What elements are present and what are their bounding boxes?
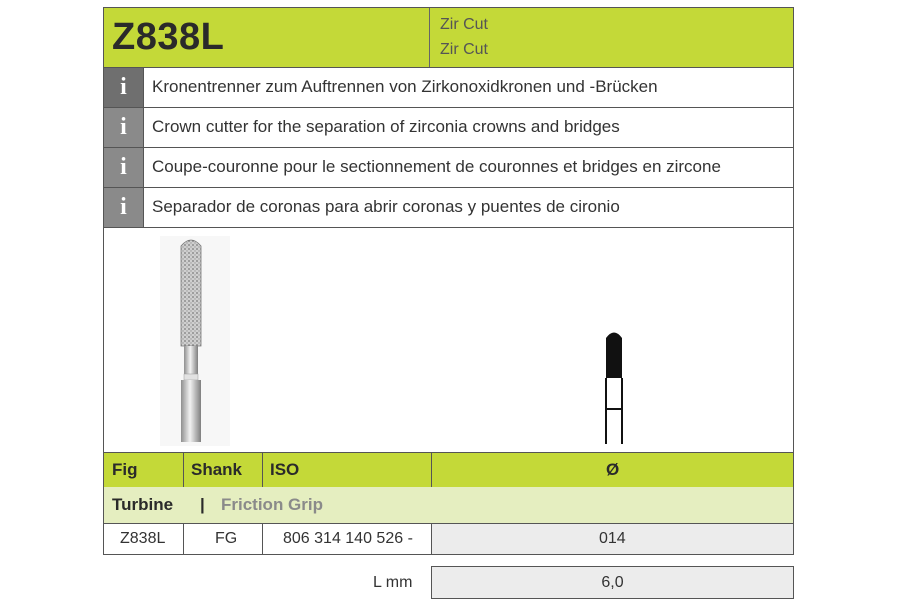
length-row: [103, 566, 794, 600]
col-divider: [431, 453, 432, 487]
col-divider: [183, 453, 184, 487]
col-diameter: Ø: [606, 460, 620, 479]
description-row-es: [103, 188, 794, 228]
col-divider: [431, 524, 432, 554]
description-row-de: [103, 68, 794, 108]
col-divider: [183, 524, 184, 554]
product-images: [103, 228, 794, 452]
bur-photo: [160, 236, 230, 446]
category-grip: Friction Grip: [221, 495, 323, 514]
category-row: [103, 487, 794, 524]
description-text-en: Crown cutter for the separation of zirconia crowns and bridges: [152, 117, 620, 136]
cell-shank: FG: [215, 530, 238, 547]
bur-schematic: [601, 328, 631, 444]
category-type: Turbine: [112, 495, 174, 514]
length-label: L mm: [373, 574, 413, 591]
header-divider: [429, 8, 430, 67]
product-name-line2: Zir Cut: [440, 41, 488, 58]
col-iso: ISO: [270, 460, 300, 479]
length-cell: [431, 566, 794, 599]
description-text-es: Separador de coronas para abrir coronas y puentes de cironio: [152, 197, 620, 216]
info-icon: i: [104, 108, 144, 147]
product-header: [103, 7, 794, 68]
product-code: Z838L: [112, 16, 225, 58]
col-fig: Fig: [112, 460, 138, 479]
cell-iso: 806 314 140 526 -: [283, 530, 413, 547]
col-divider: [262, 453, 263, 487]
description-text-de: Kronentrenner zum Auftrennen von Zirkonoxidkronen und -Brücken: [152, 77, 658, 96]
info-icon: i: [104, 148, 144, 187]
description-text-fr: Coupe-couronne pour le sectionnement de couronnes et bridges en zircone: [152, 157, 721, 176]
table-header: [103, 452, 794, 488]
info-icon: i: [104, 188, 144, 227]
cell-diameter: 014: [599, 530, 626, 547]
length-value: 6,0: [601, 574, 624, 591]
table-row: [103, 523, 794, 555]
cell-fig: Z838L: [120, 530, 166, 547]
col-shank: Shank: [191, 460, 243, 479]
description-row-fr: [103, 148, 794, 188]
col-divider: [262, 524, 263, 554]
description-row-en: [103, 108, 794, 148]
product-name-line1: Zir Cut: [440, 16, 488, 33]
info-icon: i: [104, 68, 144, 107]
category-separator: |: [200, 495, 205, 514]
